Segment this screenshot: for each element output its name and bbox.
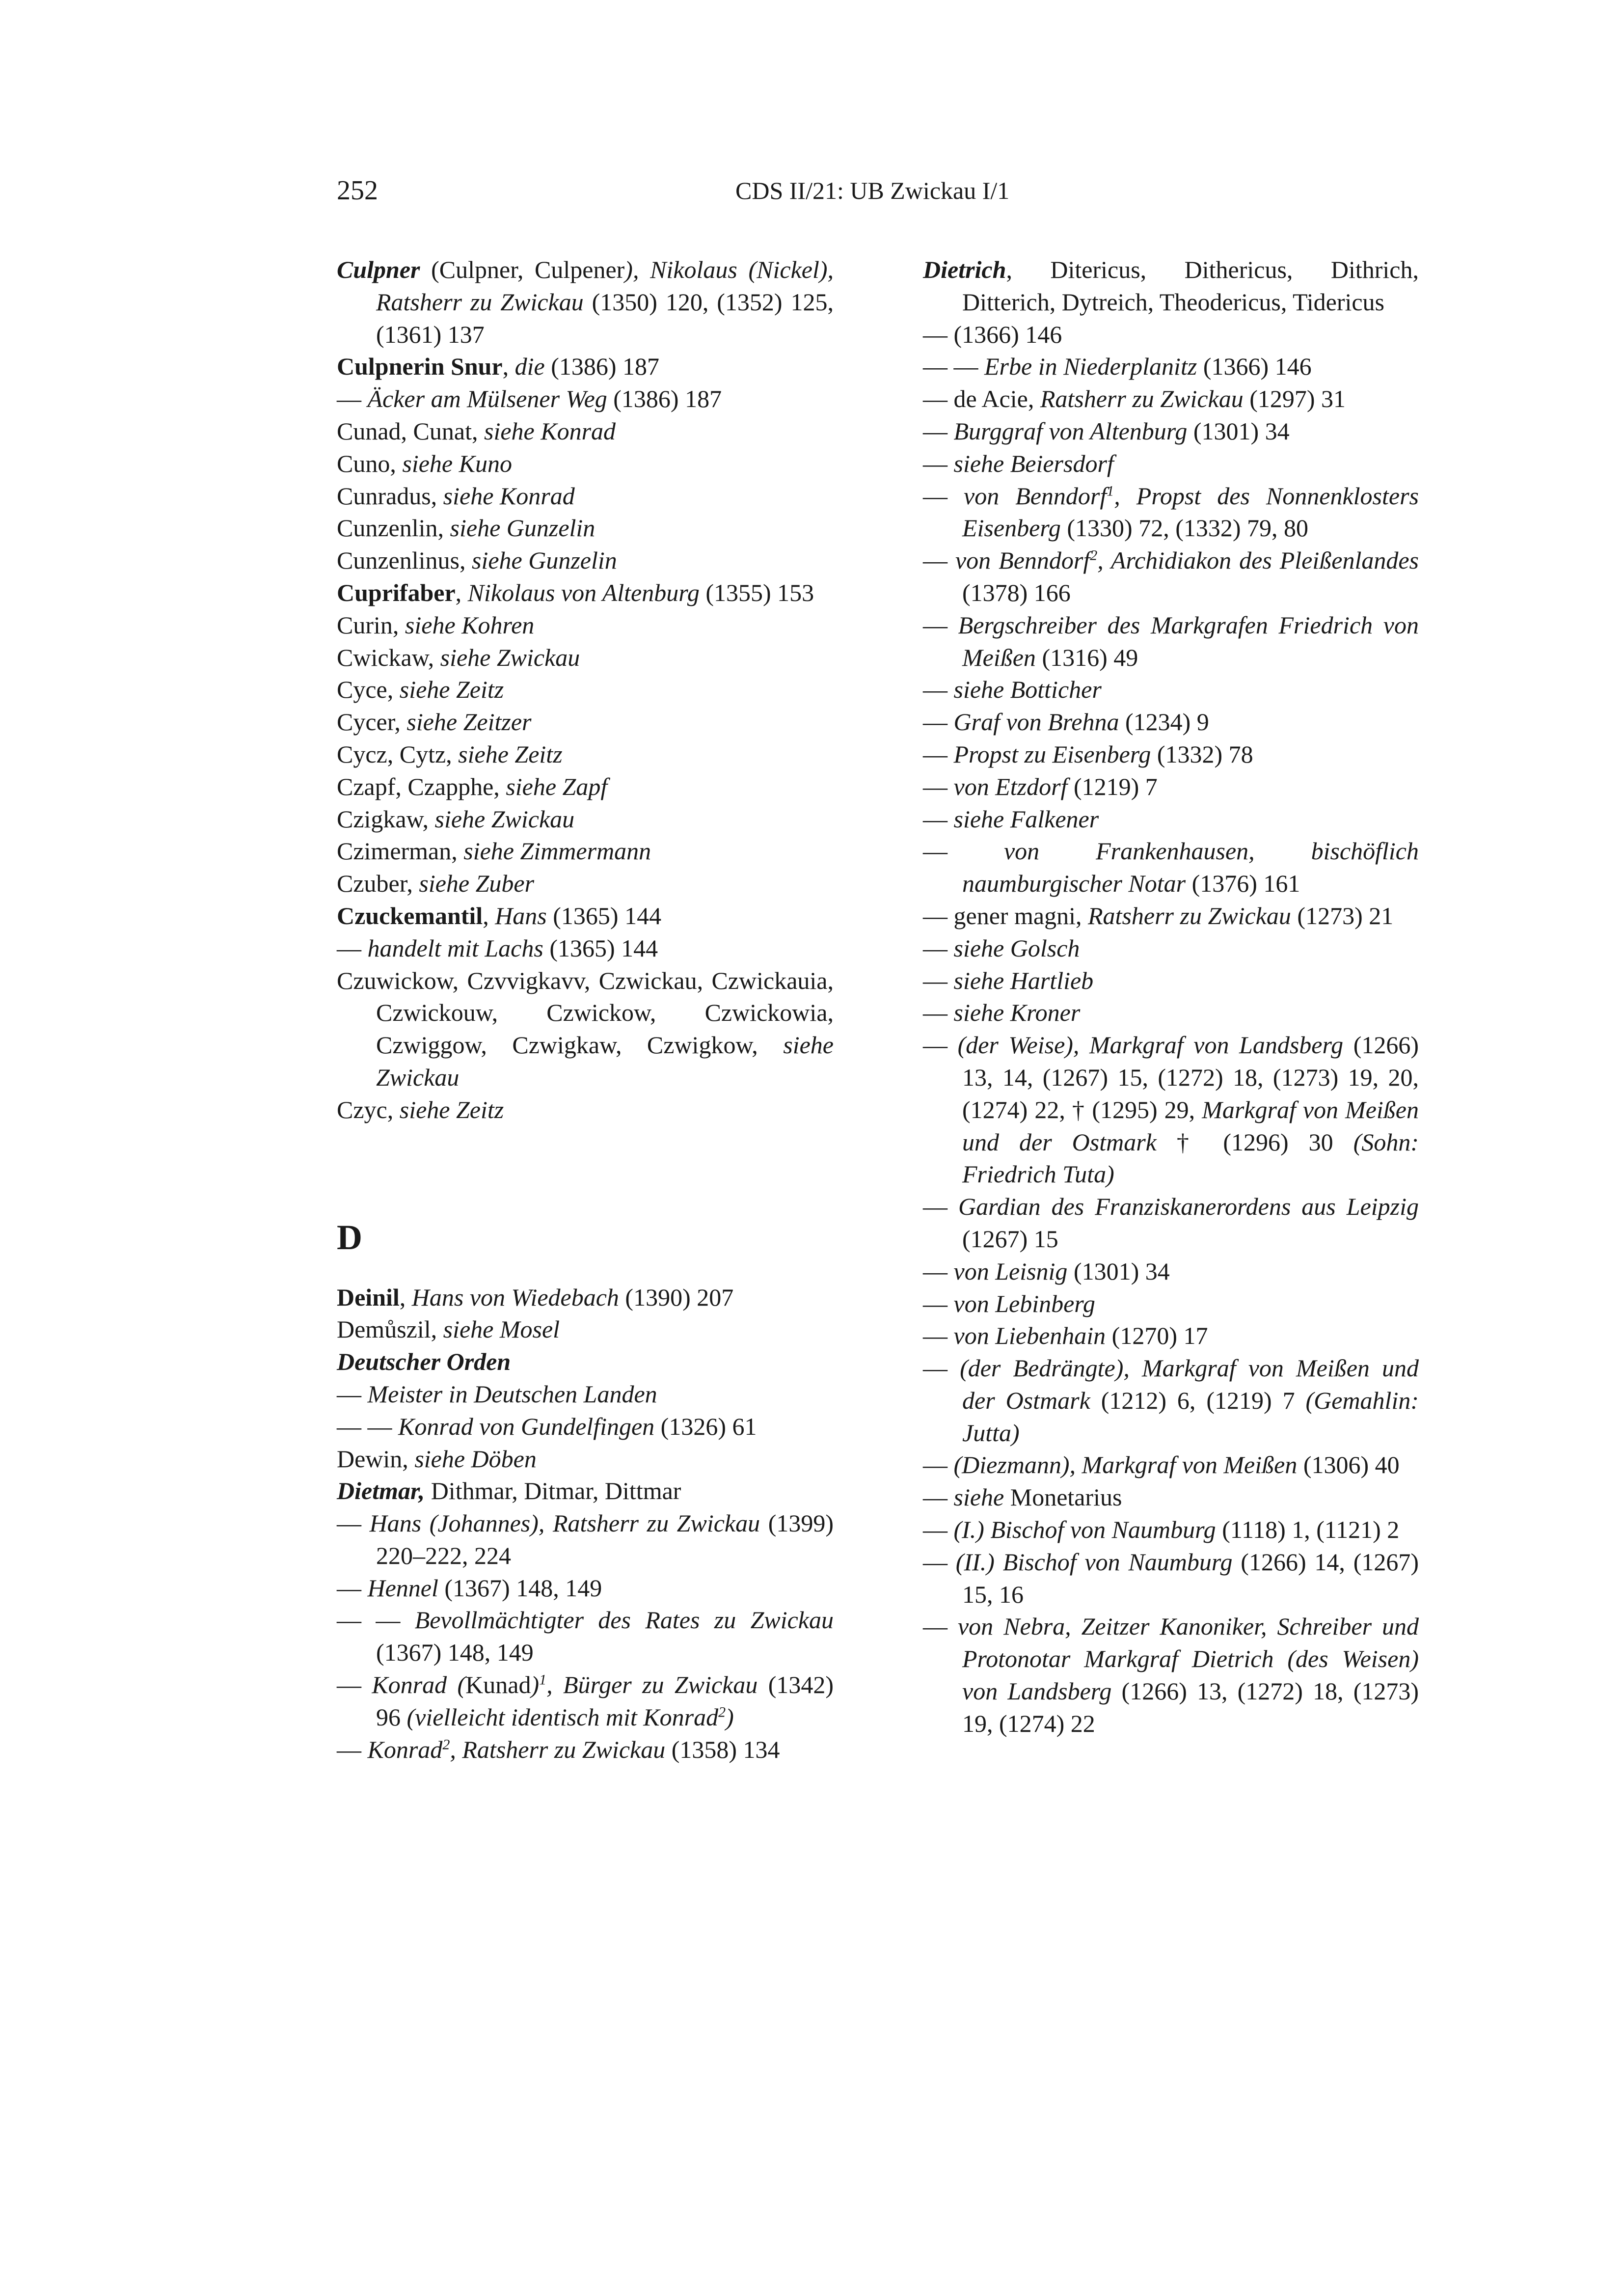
- entry-segment: die: [514, 353, 545, 381]
- index-group-d-right: [923, 254, 1419, 1740]
- entry-segment: —: [923, 449, 954, 477]
- entry-segment: von Nebra, Zeitzer Kanoniker, Schreiber und Protonotar Markgraf Dietrich (des Weisen) von Landsberg: [957, 1613, 1419, 1705]
- index-entry: [923, 448, 1419, 480]
- index-entry: [337, 1572, 834, 1605]
- entry-segment: —: [923, 934, 954, 962]
- entry-segment: (1367) 148, 149: [376, 1639, 534, 1667]
- entry-segment: (1350) 120, (1352) 125, (1361) 137: [376, 288, 834, 348]
- entry-segment: Cuprifaber: [337, 578, 456, 606]
- index-entry: [923, 545, 1419, 609]
- index-entry: [337, 771, 834, 803]
- index-entry: [337, 351, 834, 383]
- entry-segment: (1301) 34: [1187, 417, 1290, 445]
- entry-segment: Cunad, Cunat,: [337, 417, 484, 445]
- entry-segment: — gener magni,: [923, 902, 1088, 929]
- index-entry: [923, 932, 1419, 965]
- index-entry: [337, 803, 834, 836]
- entry-segment: —: [923, 547, 955, 574]
- entry-segment: Konrad von Gundelfingen: [398, 1412, 655, 1440]
- entry-segment: von Lebinberg: [953, 1289, 1095, 1317]
- entry-segment: Bevollmächtigter des Rates zu Zwickau: [414, 1606, 834, 1634]
- entry-segment: Curin,: [337, 611, 405, 639]
- index-entry: [337, 674, 834, 706]
- index-entry: [337, 577, 834, 609]
- entry-segment: —: [923, 805, 954, 833]
- index-entry: [923, 1029, 1419, 1191]
- entry-segment: ): [726, 1703, 734, 1731]
- index-entry: [923, 351, 1419, 383]
- entry-segment: (1266) 13, (1272) 18, (1273) 19, (1274) 22: [962, 1677, 1419, 1737]
- running-head: CDS II/21: UB Zwickau I/1: [735, 177, 1010, 204]
- entry-segment: Hennel: [367, 1574, 438, 1602]
- index-entry: [337, 1378, 834, 1411]
- index-entry: [923, 1288, 1419, 1320]
- page-number: 252: [337, 175, 378, 206]
- entry-segment: siehe Mosel: [443, 1315, 560, 1343]
- entry-segment: siehe Golsch: [953, 934, 1080, 962]
- entry-segment: siehe Zeitz: [399, 676, 504, 704]
- index-entry: [923, 835, 1419, 900]
- entry-segment: —: [923, 772, 954, 800]
- index-entry: [337, 1443, 834, 1476]
- entry-segment: — —: [337, 1412, 398, 1440]
- entry-segment: —: [337, 1735, 368, 1763]
- entry-segment: —: [923, 708, 954, 736]
- index-entry: [337, 609, 834, 642]
- entry-segment: Cunzenlin,: [337, 514, 450, 542]
- index-entry: [337, 383, 834, 415]
- entry-segment: siehe Zimmermann: [463, 837, 651, 865]
- entry-segment: Dithmar, Ditmar, Dittmar: [425, 1477, 681, 1505]
- index-entry: [923, 965, 1419, 997]
- entry-segment: siehe Konrad: [443, 482, 575, 510]
- entry-segment: (1399) 220–222, 224: [376, 1509, 834, 1569]
- entry-segment: — —: [337, 1606, 415, 1634]
- index-entry: [337, 900, 834, 932]
- entry-segment: (1378) 166: [962, 578, 1071, 606]
- entry-segment: Kunad: [465, 1671, 531, 1699]
- entry-segment: Culpnerin Snur: [337, 353, 503, 381]
- entry-segment: Hans: [495, 902, 547, 929]
- index-group-c: [337, 254, 834, 1126]
- entry-segment: Ratsherr zu Zwickau: [1088, 902, 1291, 929]
- index-entry: [337, 545, 834, 577]
- entry-segment: Propst zu Eisenberg: [953, 740, 1151, 768]
- entry-segment: † (1296) 30: [1156, 1128, 1353, 1156]
- entry-segment: (1342) 96: [376, 1671, 834, 1731]
- entry-segment: —: [923, 966, 954, 994]
- index-entry: [337, 1346, 834, 1378]
- entry-segment: (1270) 17: [1106, 1322, 1208, 1350]
- index-entry: [337, 1507, 834, 1572]
- index-entry: [923, 738, 1419, 771]
- index-entry: [923, 609, 1419, 674]
- entry-segment: —: [923, 837, 1004, 865]
- entry-segment: —: [923, 611, 958, 639]
- index-entry: [923, 1320, 1419, 1352]
- index-entry: [337, 1313, 834, 1346]
- index-entry: [923, 1611, 1419, 1740]
- entry-segment: siehe Zwickau: [376, 1031, 834, 1091]
- entry-segment: 1: [1107, 482, 1114, 499]
- entry-segment: 2: [1090, 547, 1098, 564]
- entry-segment: Czyc,: [337, 1095, 400, 1123]
- index-entry: [923, 254, 1419, 319]
- entry-segment: (1332) 78: [1151, 740, 1253, 768]
- entry-segment: Czuber,: [337, 870, 419, 898]
- entry-segment: Meister in Deutschen Landen: [367, 1380, 657, 1408]
- entry-segment: (1234) 9: [1119, 708, 1209, 736]
- entry-segment: Hans von Wiedebach: [411, 1283, 619, 1311]
- entry-segment: Deinil: [337, 1283, 400, 1311]
- index-entry: [337, 254, 834, 351]
- entry-segment: Culpner, Culpener: [439, 256, 625, 283]
- entry-segment: Graf von Brehna: [953, 708, 1119, 736]
- index-entry: [337, 965, 834, 1094]
- entry-segment: Czapf, Czapphe,: [337, 772, 506, 800]
- entry-segment: — —: [923, 353, 984, 381]
- entry-segment: (1316) 49: [1035, 643, 1138, 671]
- entry-segment: (I.) Bischof von Naumburg: [953, 1516, 1216, 1544]
- entry-segment: Czigkaw,: [337, 805, 435, 833]
- entry-segment: — de Acie,: [923, 385, 1040, 413]
- entry-segment: (1367) 148, 149: [438, 1574, 602, 1602]
- entry-segment: (1365) 144: [546, 902, 662, 929]
- entry-segment: ), Nikolaus (Nickel), Ratsherr zu Zwickau: [376, 256, 834, 316]
- entry-segment: siehe Zapf: [506, 772, 608, 800]
- entry-segment: siehe Zwickau: [440, 643, 580, 671]
- index-entry: [337, 415, 834, 448]
- entry-segment: ,: [455, 578, 468, 606]
- section-letter: D: [337, 1217, 362, 1257]
- entry-segment: Dewin,: [337, 1445, 415, 1473]
- entry-segment: Konrad: [367, 1735, 443, 1763]
- entry-segment: Cyce,: [337, 676, 400, 704]
- entry-segment: von Benndorf: [964, 482, 1107, 510]
- entry-segment: — (1366) 146: [923, 320, 1062, 348]
- entry-segment: von Frankenhausen, bischöflich naumburgischer Notar: [962, 837, 1419, 898]
- entry-segment: 2: [442, 1736, 450, 1753]
- entry-segment: —: [337, 1380, 368, 1408]
- entry-segment: Nikolaus von Altenburg: [467, 578, 700, 606]
- entry-segment: siehe Kohren: [405, 611, 535, 639]
- index-entry: [337, 1094, 834, 1126]
- entry-segment: (Gemahlin: Jutta): [962, 1386, 1419, 1447]
- entry-segment: Dietmar,: [337, 1477, 425, 1505]
- entry-segment: —: [923, 1548, 956, 1576]
- entry-segment: handelt mit Lachs: [367, 934, 543, 962]
- entry-segment: (1386) 187: [544, 353, 660, 381]
- entry-segment: von Benndorf: [955, 547, 1090, 574]
- entry-segment: —: [923, 1451, 954, 1479]
- entry-segment: siehe Gunzelin: [450, 514, 595, 542]
- index-entry: [923, 803, 1419, 836]
- entry-segment: (1330) 72, (1332) 79, 80: [1060, 514, 1308, 542]
- entry-segment: Cuno,: [337, 449, 403, 477]
- entry-segment: —: [923, 676, 954, 704]
- entry-segment: —: [923, 417, 954, 445]
- entry-segment: (1376) 161: [1186, 870, 1300, 898]
- entry-segment: —: [337, 1671, 372, 1699]
- entry-segment: Czimerman,: [337, 837, 464, 865]
- entry-segment: (1267) 15: [962, 1225, 1058, 1253]
- index-entry: [337, 1282, 834, 1314]
- entry-segment: Demůszil,: [337, 1315, 443, 1343]
- entry-segment: siehe Zeitzer: [406, 708, 532, 736]
- entry-segment: Äcker am Mülsener Weg: [367, 385, 607, 413]
- index-entry: [337, 1734, 834, 1766]
- entry-segment: (1273) 21: [1291, 902, 1394, 929]
- entry-segment: —: [923, 1257, 954, 1285]
- index-entry: [923, 383, 1419, 415]
- entry-segment: Dietrich: [923, 256, 1006, 283]
- entry-segment: (vielleicht identisch mit Konrad: [406, 1703, 719, 1731]
- entry-segment: (1118) 1, (1121) 2: [1216, 1516, 1400, 1544]
- index-entry: [337, 1669, 834, 1734]
- entry-segment: Gardian des Franziskanerordens aus Leipzig: [958, 1193, 1419, 1221]
- entry-segment: (1212) 6, (1219) 7: [1090, 1386, 1306, 1414]
- entry-segment: siehe Zwickau: [434, 805, 575, 833]
- entry-segment: Hans (Johannes), Ratsherr zu Zwickau: [369, 1509, 760, 1537]
- entry-segment: (1390) 207: [619, 1283, 734, 1311]
- entry-segment: siehe Zeitz: [458, 740, 563, 768]
- entry-segment: von Etzdorf: [953, 772, 1068, 800]
- entry-segment: (: [420, 256, 439, 283]
- entry-segment: , Propst des Nonnenklosters Eisenberg: [962, 482, 1419, 542]
- entry-segment: siehe Döben: [414, 1445, 537, 1473]
- entry-segment: (II.) Bischof von Naumburg: [955, 1548, 1233, 1576]
- entry-segment: siehe Zuber: [419, 870, 535, 898]
- entry-segment: ,: [399, 1283, 412, 1311]
- index-entry: [337, 868, 834, 900]
- entry-segment: 1: [539, 1671, 547, 1688]
- entry-segment: siehe Beiersdorf: [953, 449, 1114, 477]
- index-group-d-left: [337, 1282, 834, 1766]
- entry-segment: Cunradus,: [337, 482, 443, 510]
- entry-segment: (1386) 187: [607, 385, 722, 413]
- entry-segment: siehe Kuno: [402, 449, 512, 477]
- index-entry: [923, 1481, 1419, 1514]
- entry-segment: (Diezmann), Markgraf von Meißen: [953, 1451, 1298, 1479]
- entry-segment: Culpner: [337, 256, 420, 283]
- index-entry: [337, 642, 834, 674]
- entry-segment: —: [923, 482, 964, 510]
- entry-segment: , Archidiakon des Pleißenlandes: [1097, 547, 1419, 574]
- entry-segment: siehe: [953, 1483, 1004, 1511]
- entry-segment: —: [923, 740, 954, 768]
- index-entry: [337, 738, 834, 771]
- entry-segment: (1366) 146: [1197, 353, 1312, 381]
- index-entry: [923, 706, 1419, 738]
- entry-segment: (1306) 40: [1297, 1451, 1400, 1479]
- index-entry: [923, 480, 1419, 545]
- entry-segment: (1301) 34: [1067, 1257, 1170, 1285]
- entry-segment: Czuckemantil: [337, 902, 483, 929]
- entry-segment: , Bürger zu Zwickau: [546, 1671, 758, 1699]
- entry-segment: Monetarius: [1004, 1483, 1122, 1511]
- index-entry: [923, 674, 1419, 706]
- entry-segment: —: [923, 1516, 954, 1544]
- entry-segment: Burggraf von Altenburg: [953, 417, 1188, 445]
- entry-segment: (1365) 144: [543, 934, 658, 962]
- entry-segment: (1219) 7: [1067, 772, 1158, 800]
- index-entry: [923, 771, 1419, 803]
- entry-segment: Cwickaw,: [337, 643, 440, 671]
- entry-segment: Czuwickow, Czvvigkavv, Czwickau, Czwickauia, Czwickouw, Czwickow, Czwickowia, Czwiggow, Czwigkaw, Czwigkow,: [337, 966, 834, 1059]
- entry-segment: Bergschreiber des Markgrafen Friedrich von Meißen: [958, 611, 1419, 671]
- entry-segment: siehe Konrad: [484, 417, 616, 445]
- entry-segment: siehe Zeitz: [399, 1095, 504, 1123]
- entry-segment: Ratsherr zu Zwickau: [1040, 385, 1244, 413]
- entry-segment: siehe Hartlieb: [953, 966, 1094, 994]
- entry-segment: —: [923, 1483, 954, 1511]
- entry-segment: ,: [483, 902, 495, 929]
- index-column-left: [337, 254, 834, 1766]
- entry-segment: siehe Gunzelin: [471, 547, 617, 574]
- entry-segment: —: [923, 1289, 954, 1317]
- entry-segment: —: [923, 1322, 954, 1350]
- entry-segment: (1297) 31: [1243, 385, 1346, 413]
- index-entry: [923, 900, 1419, 932]
- entry-segment: —: [337, 385, 368, 413]
- index-entry: [337, 1475, 834, 1507]
- entry-segment: —: [923, 1193, 958, 1221]
- index-column-right: [923, 254, 1419, 1740]
- index-entry: [337, 1604, 834, 1669]
- entry-segment: (1355) 153: [699, 578, 814, 606]
- entry-segment: von Leisnig: [953, 1257, 1068, 1285]
- index-entry: [923, 319, 1419, 351]
- index-entry: [923, 1514, 1419, 1546]
- index-entry: [923, 1546, 1419, 1611]
- index-entry: [923, 997, 1419, 1029]
- index-entry: [923, 1449, 1419, 1481]
- index-entry: [923, 1191, 1419, 1256]
- index-entry: [923, 1352, 1419, 1449]
- index-entry: [337, 1411, 834, 1443]
- entry-segment: siehe Kroner: [953, 999, 1081, 1027]
- index-entry: [337, 512, 834, 545]
- entry-segment: —: [337, 1509, 370, 1537]
- entry-segment: siehe Falkener: [953, 805, 1099, 833]
- entry-segment: , Ditericus, Dithericus, Dithrich, Ditterich, Dytreich, Theodericus, Tidericus: [962, 256, 1419, 316]
- entry-segment: —: [337, 934, 368, 962]
- entry-segment: von Liebenhain: [953, 1322, 1106, 1350]
- entry-segment: ): [531, 1671, 540, 1699]
- entry-segment: Cunzenlinus,: [337, 547, 472, 574]
- entry-segment: —: [337, 1574, 368, 1602]
- entry-segment: (1266) 14, (1267) 15, 16: [962, 1548, 1419, 1608]
- index-entry: [337, 835, 834, 868]
- entry-segment: (der Weise), Markgraf von Landsberg: [957, 1031, 1344, 1059]
- entry-segment: , Ratsherr zu Zwickau: [450, 1735, 666, 1763]
- entry-segment: (1326) 61: [654, 1412, 757, 1440]
- entry-segment: Cycz, Cytz,: [337, 740, 459, 768]
- entry-segment: siehe Botticher: [953, 676, 1102, 704]
- entry-segment: (1358) 134: [665, 1735, 780, 1763]
- index-entry: [923, 415, 1419, 448]
- entry-segment: —: [923, 1613, 958, 1640]
- entry-segment: Konrad (: [372, 1671, 466, 1699]
- entry-segment: ,: [502, 353, 515, 381]
- entry-segment: (der Bedrängte), Markgraf von Meißen und der Ostmark: [960, 1354, 1419, 1414]
- entry-segment: (Sohn: Friedrich Tuta): [962, 1128, 1419, 1188]
- entry-segment: Deutscher Orden: [337, 1348, 511, 1376]
- entry-segment: Erbe in Niederplanitz: [984, 353, 1197, 381]
- entry-segment: Cycer,: [337, 708, 407, 736]
- index-entry: [337, 448, 834, 480]
- index-entry: [923, 1256, 1419, 1288]
- entry-segment: —: [923, 999, 954, 1027]
- entry-segment: —: [923, 1354, 960, 1382]
- entry-segment: Markgraf von Meißen und der Ostmark: [962, 1095, 1419, 1156]
- entry-segment: (1266) 13, 14, (1267) 15, (1272) 18, (1273) 19, 20, (1274) 22, † (1295) 29,: [962, 1031, 1419, 1123]
- entry-segment: —: [923, 1031, 958, 1059]
- index-entry: [337, 932, 834, 965]
- entry-segment: 2: [718, 1704, 726, 1721]
- index-entry: [337, 706, 834, 738]
- index-entry: [337, 480, 834, 513]
